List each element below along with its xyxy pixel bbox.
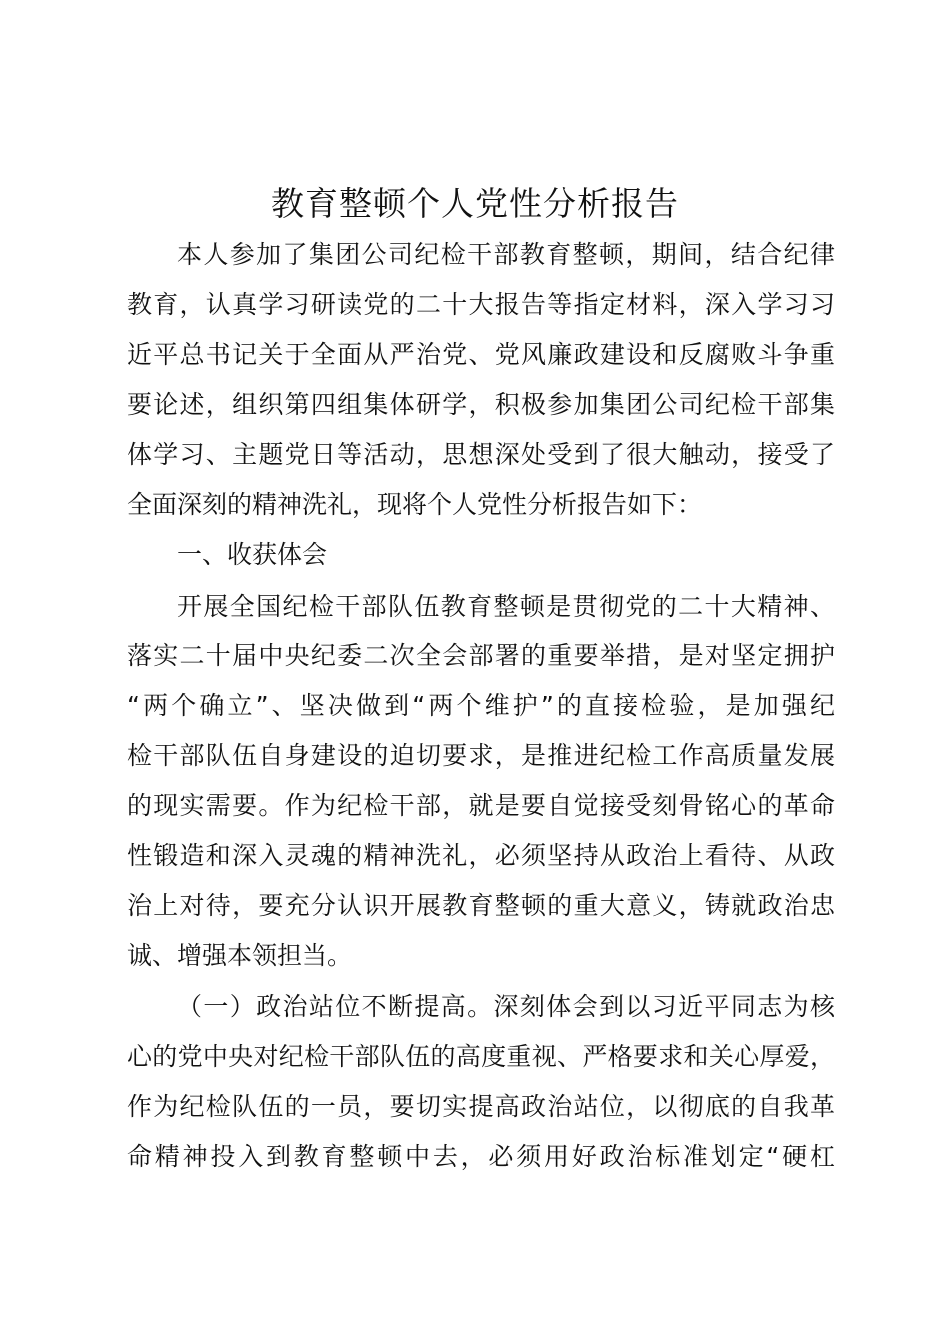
document-title: 教育整顿个人党性分析报告	[271, 184, 679, 223]
text-line: 治上对待，要充分认识开展教育整顿的重大意义，铸就政治忠	[127, 891, 835, 920]
text-line: 教育，认真学习研读党的二十大报告等指定材料，深入学习习	[127, 290, 835, 319]
text-line: 诚、增强本领担当。	[127, 941, 353, 970]
section-heading: 一、收获体会	[177, 540, 328, 569]
text-line: 心的党中央对纪检干部队伍的高度重视、严格要求和关心厚爱，	[127, 1042, 835, 1071]
text-line: 的现实需要。作为纪检干部，就是要自觉接受刻骨铭心的革命	[127, 791, 835, 820]
text-line: 落实二十届中央纪委二次全会部署的重要举措，是对坚定拥护	[127, 641, 835, 670]
text-line: 性锻造和深入灵魂的精神洗礼，必须坚持从政治上看待、从政	[127, 841, 835, 870]
text-line: 命精神投入到教育整顿中去，必须用好政治标准划定“硬杠	[127, 1142, 835, 1171]
text-line: 本人参加了集团公司纪检干部教育整顿，期间，结合纪律	[177, 240, 835, 269]
text-line: 作为纪检队伍的一员，要切实提高政治站位，以彻底的自我革	[127, 1092, 835, 1121]
text-line: 开展全国纪检干部队伍教育整顿是贯彻党的二十大精神、	[177, 592, 835, 621]
text-line: “两个确立”、坚决做到“两个维护”的直接检验，是加强纪	[127, 691, 835, 720]
text-line: 全面深刻的精神洗礼，现将个人党性分析报告如下：	[127, 490, 703, 519]
text-line: 检干部队伍自身建设的迫切要求，是推进纪检工作高质量发展	[127, 741, 835, 770]
text-line: 近平总书记关于全面从严治党、党风廉政建设和反腐败斗争重	[127, 340, 835, 369]
text-line: 体学习、主题党日等活动，思想深处受到了很大触动，接受了	[127, 440, 835, 469]
text-line: （一）政治站位不断提高。深刻体会到以习近平同志为核	[177, 992, 835, 1021]
text-line: 要论述，组织第四组集体研学，积极参加集团公司纪检干部集	[127, 390, 835, 419]
